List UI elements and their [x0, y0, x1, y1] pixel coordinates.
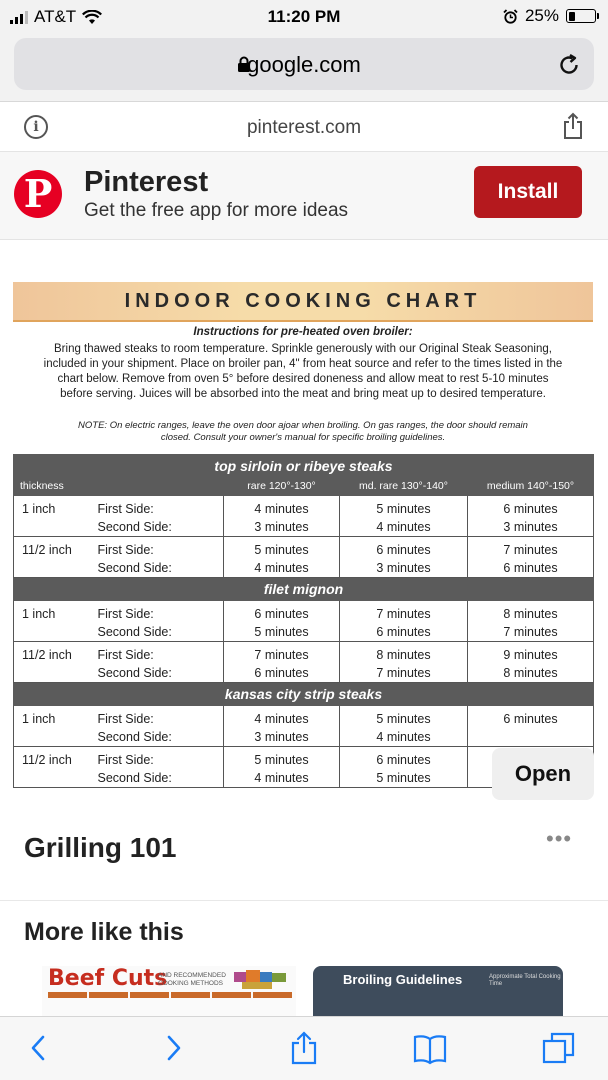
tabs-icon[interactable] [542, 1031, 576, 1065]
time-value: 7 minutes [503, 625, 558, 639]
battery-percent: 25% [524, 6, 559, 25]
rare-cell [224, 706, 340, 747]
table-row [14, 601, 594, 642]
section-title: top sirloin or ribeye steaks [14, 455, 594, 478]
column-header-row [14, 478, 594, 496]
section-header-row [14, 578, 594, 601]
thickness-cell: 11/2 inch [14, 537, 98, 578]
time-value: 5 minutes [254, 753, 309, 767]
thickness-cell: 1 inch [14, 496, 98, 537]
site-domain: pinterest.com [246, 117, 362, 138]
time-value: 8 minutes [376, 648, 431, 662]
divider [0, 900, 608, 901]
rare-cell [224, 537, 340, 578]
table-row [14, 496, 594, 537]
first-side-label: First Side: [97, 712, 154, 726]
medium-cell [468, 496, 594, 537]
col-rare: rare 120°-130° [224, 478, 340, 496]
share-icon[interactable] [562, 112, 584, 140]
clock: 11:20 PM [267, 7, 341, 26]
medium-rare-cell [340, 537, 468, 578]
first-side-label: First Side: [97, 753, 154, 767]
time-value: 4 minutes [254, 561, 309, 575]
share-icon[interactable] [287, 1031, 321, 1065]
thumb-title: Beef Cuts [48, 966, 168, 991]
time-value: 5 minutes [376, 771, 431, 785]
second-side-label: Second Side: [97, 666, 172, 680]
bottom-toolbar [0, 1016, 608, 1080]
second-side-label: Second Side: [97, 520, 172, 534]
second-side-label: Second Side: [97, 771, 172, 785]
col-medium: medium 140°-150° [468, 478, 594, 496]
rare-cell [224, 496, 340, 537]
thumb-columns [48, 992, 292, 998]
side-cell [98, 537, 224, 578]
second-side-label: Second Side: [97, 561, 172, 575]
side-cell [98, 601, 224, 642]
medium-rare-cell [340, 601, 468, 642]
app-install-banner [0, 152, 608, 240]
thickness-cell: 11/2 inch [14, 747, 98, 788]
address-bar-area [0, 34, 608, 102]
medium-rare-cell [340, 747, 468, 788]
side-cell [98, 747, 224, 788]
second-side-label: Second Side: [97, 625, 172, 639]
time-value: 8 minutes [503, 666, 558, 680]
rare-cell [224, 747, 340, 788]
side-cell [98, 642, 224, 683]
section-title: kansas city strip steaks [14, 683, 594, 706]
first-side-label: First Side: [97, 502, 154, 516]
time-value: 4 minutes [376, 730, 431, 744]
banner-title: Pinterest [84, 166, 209, 198]
thumb-subtitle: Approximate Total Cooking Time [489, 974, 561, 987]
time-value: 4 minutes [254, 502, 309, 516]
medium-rare-cell [340, 496, 468, 537]
first-side-label: First Side: [97, 607, 154, 621]
col-thickness: thickness [14, 478, 98, 496]
map-icon [232, 968, 292, 992]
medium-cell [468, 537, 594, 578]
reload-icon[interactable] [556, 52, 582, 78]
time-value: 6 minutes [376, 625, 431, 639]
cooking-table [13, 454, 594, 788]
bookmarks-icon[interactable] [413, 1031, 447, 1065]
time-value: 7 minutes [376, 607, 431, 621]
time-value: 3 minutes [376, 561, 431, 575]
second-side-label: Second Side: [97, 730, 172, 744]
time-value: 7 minutes [376, 666, 431, 680]
banner-subtitle: Get the free app for more ideas [84, 200, 349, 221]
url-text: google.com [247, 52, 361, 77]
medium-cell [468, 642, 594, 683]
table-row [14, 642, 594, 683]
rare-cell [224, 601, 340, 642]
time-value: 7 minutes [254, 648, 309, 662]
chart-header [13, 282, 593, 322]
info-icon[interactable]: i [24, 115, 48, 139]
forward-icon[interactable] [156, 1031, 190, 1065]
time-value: 4 minutes [376, 520, 431, 534]
time-value: 6 minutes [254, 666, 309, 680]
alarm-icon [503, 9, 518, 24]
time-value: 5 minutes [376, 712, 431, 726]
first-side-label: First Side: [97, 543, 154, 557]
section-header-row [14, 683, 594, 706]
time-value: 3 minutes [254, 520, 309, 534]
time-value: 6 minutes [376, 753, 431, 767]
thumb-subtitle: AND RECOMMENDED COOKING METHODS [158, 972, 226, 987]
pin-image-cooking-chart[interactable] [13, 282, 593, 814]
medium-rare-cell [340, 706, 468, 747]
side-cell [98, 706, 224, 747]
time-value: 9 minutes [503, 648, 558, 662]
table-row [14, 537, 594, 578]
time-value: 3 minutes [254, 730, 309, 744]
table-row [14, 706, 594, 747]
time-value: 5 minutes [376, 502, 431, 516]
section-header-row [14, 455, 594, 478]
time-value: 6 minutes [376, 543, 431, 557]
chart-title: INDOOR COOKING CHART [124, 290, 482, 312]
rare-cell [224, 642, 340, 683]
battery-icon [566, 9, 596, 23]
thickness-cell: 1 inch [14, 706, 98, 747]
carrier-label: AT&T [34, 7, 77, 26]
instructions-body: Bring thawed steaks to room temperature. Sprinkle generously with our Original Steak Seasoning, included in your shipment. Place on broiler pan, 4" from heat source and refer to the times listed in the chart below. Remove from oven 5° before desired doneness and allow meat to rest 5-10 minutes before serving. Juices will be absorbed into the meat and bring meat up to desired temperature. [43, 343, 563, 400]
medium-cell [468, 601, 594, 642]
section-title: filet mignon [14, 578, 594, 601]
install-button[interactable]: Install [474, 166, 582, 218]
time-value: 6 minutes [503, 561, 558, 575]
instructions-heading: Instructions for pre-heated oven broiler: [193, 326, 413, 338]
time-value: 8 minutes [503, 607, 558, 621]
thumb-title: Broiling Guidelines [343, 972, 463, 987]
medium-cell [468, 706, 594, 747]
time-value: 4 minutes [254, 771, 309, 785]
thickness-cell: 11/2 inch [14, 642, 98, 683]
related-pin-thumb-broiling[interactable] [313, 966, 563, 1018]
status-bar [0, 0, 608, 34]
site-info-row [0, 102, 608, 152]
time-value: 5 minutes [254, 625, 309, 639]
back-icon[interactable] [22, 1031, 56, 1065]
time-value: 4 minutes [254, 712, 309, 726]
first-side-label: First Side: [97, 648, 154, 662]
col-side [98, 478, 224, 496]
address-bar[interactable] [14, 38, 594, 90]
battery-level [569, 12, 575, 21]
pinterest-logo-icon: P [14, 170, 62, 218]
related-pin-thumb-beef-cuts[interactable] [42, 966, 296, 1018]
time-value: 3 minutes [503, 520, 558, 534]
more-like-this-heading: More like this [24, 918, 184, 946]
thickness-cell: 1 inch [14, 601, 98, 642]
time-value: 5 minutes [254, 543, 309, 557]
pin-title: Grilling 101 [24, 832, 177, 863]
status-right [503, 6, 596, 26]
time-value: 6 minutes [503, 502, 558, 516]
medium-rare-cell [340, 642, 468, 683]
time-value: 6 minutes [503, 712, 558, 726]
col-medium-rare: md. rare 130°-140° [340, 478, 468, 496]
open-button[interactable]: Open [492, 748, 594, 800]
instructions-note: NOTE: On electric ranges, leave the oven door ajoar when broiling. On gas ranges, the door should remain closed. Consult your owner's manual for specific broiling guidelines. [78, 420, 528, 443]
time-value: 6 minutes [254, 607, 309, 621]
more-options-icon[interactable]: ••• [546, 826, 573, 851]
time-value: 7 minutes [503, 543, 558, 557]
side-cell [98, 496, 224, 537]
